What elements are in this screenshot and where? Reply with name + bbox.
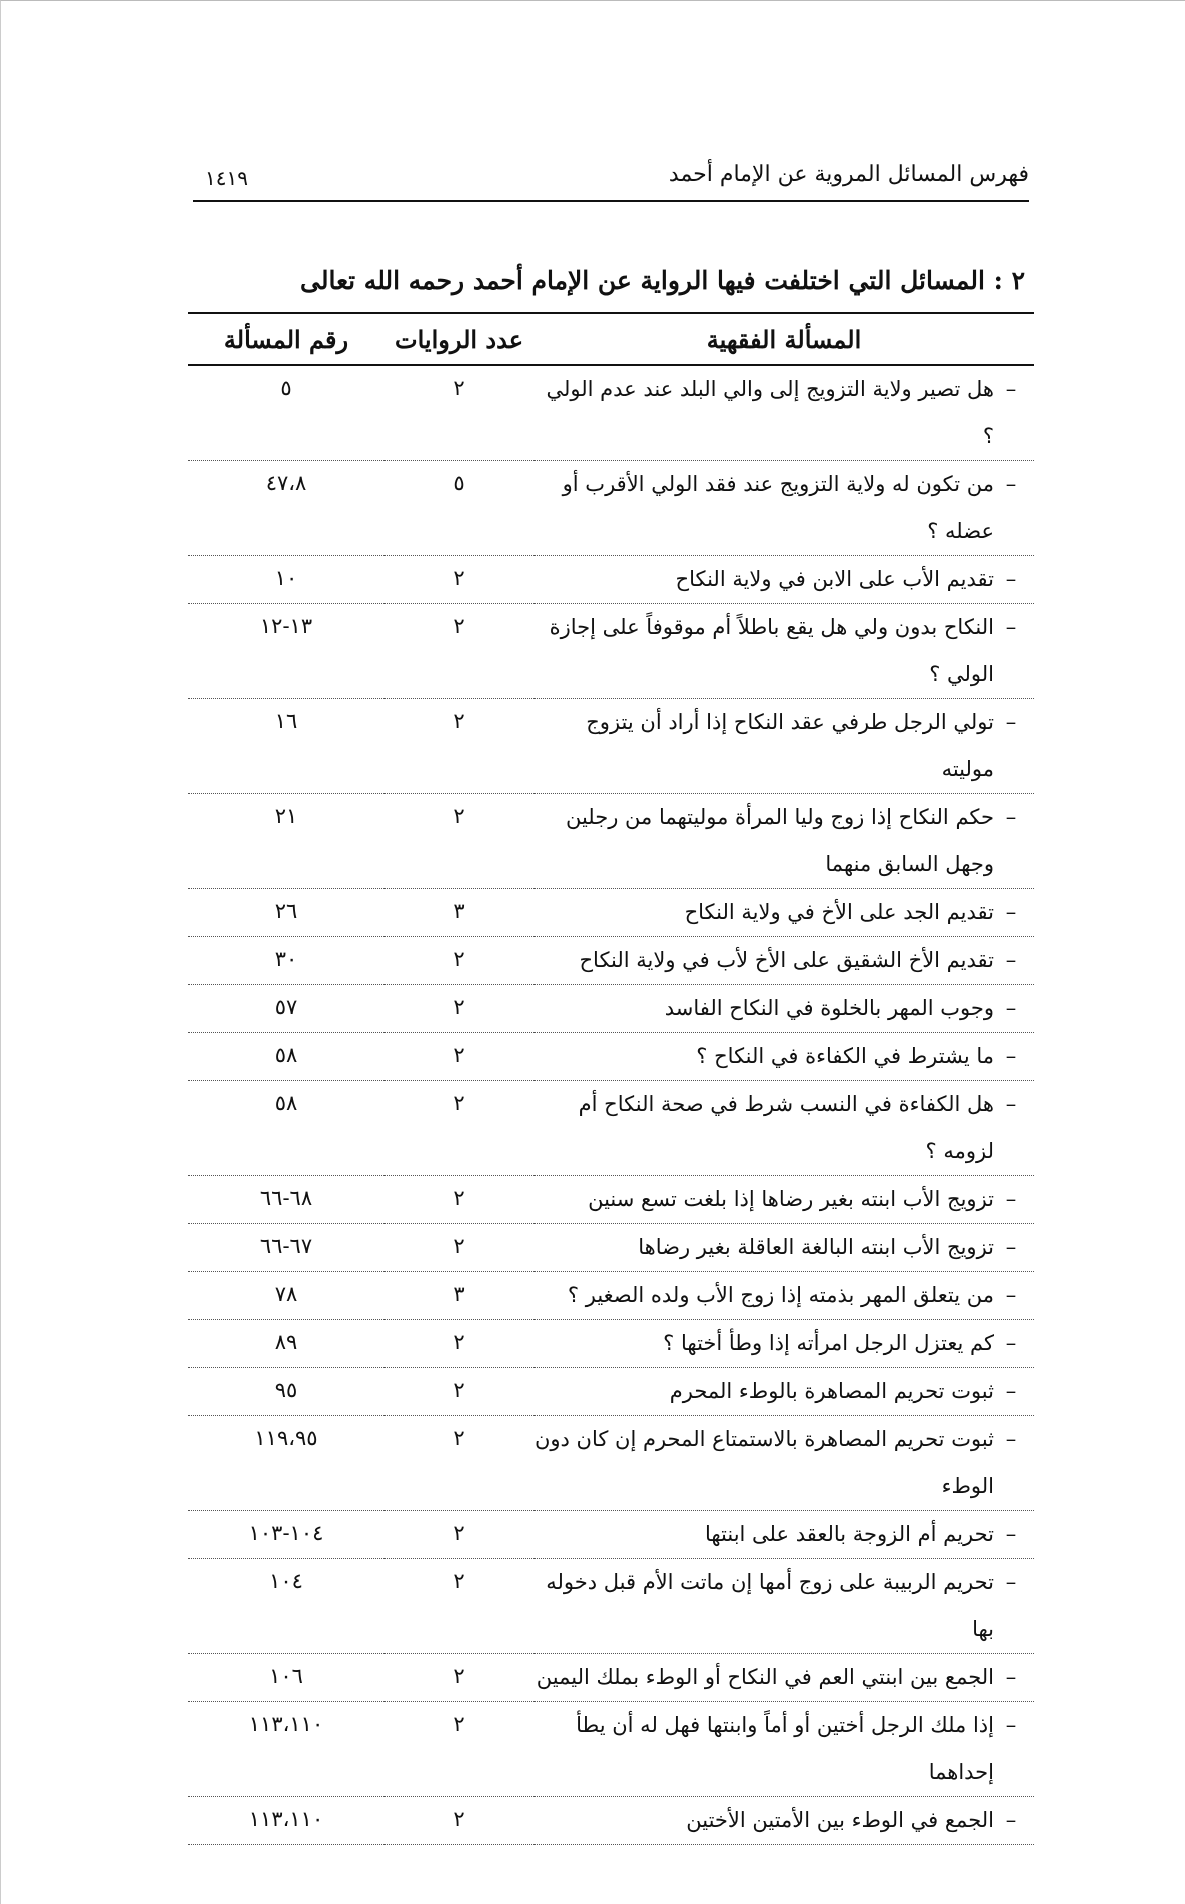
issue-number-cell: ٧٨ [188,1272,384,1320]
issue-number-cell: ٨٩ [188,1320,384,1368]
issue-number-cell: ١٦ [188,699,384,794]
issue-number-cell: ١١٩،٩٥ [188,1416,384,1511]
issue-text: إذا ملك الرجل أختين أو أماً وابنتها فهل له أن يطأ [576,1713,994,1737]
issue-cell [534,1559,1034,1654]
issue-number-cell: ٢٦ [188,889,384,937]
narration-count-cell: ٢ [384,794,534,889]
issue-line [534,1702,1028,1749]
dash-marker: – [1005,615,1017,639]
issue-text: تقديم الجد على الأخ في ولاية النكاح [684,900,994,924]
issue-text: وجوب المهر بالخلوة في النكاح الفاسد [664,996,994,1020]
issue-text: تزويج الأب ابنته بغير رضاها إذا بلغت تسع سنين [588,1187,994,1211]
issue-continuation: إحداهما [928,1760,994,1784]
page-number: ١٤١٩ [205,166,248,190]
issue-line [534,604,1028,651]
table-row [188,461,1034,556]
table-row [188,1320,1034,1368]
narration-count-cell: ٢ [384,1654,534,1702]
narration-count-cell: ٢ [384,699,534,794]
issue-line [534,556,1028,603]
issue-text: كم يعتزل الرجل امرأته إذا وطأ أختها ؟ [663,1331,994,1355]
column-header-count: عدد الروايات [384,313,534,365]
dash-marker: – [1005,1570,1017,1594]
dash-marker: – [1005,900,1017,924]
dash-marker: – [1005,1808,1017,1832]
table-row [188,1416,1034,1511]
dash-marker: – [1005,1665,1017,1689]
running-header [193,160,1029,202]
issue-cell [534,985,1034,1033]
issue-number-cell: ٤٧،٨ [188,461,384,556]
dash-marker: – [1005,1713,1017,1737]
narration-count-cell: ٢ [384,1368,534,1416]
dash-marker: – [1005,1379,1017,1403]
issue-cell [534,1702,1034,1797]
narration-count-cell: ٢ [384,937,534,985]
issue-number-cell: ٦٧-٦٦ [188,1224,384,1272]
issue-number-cell: ٥٨ [188,1081,384,1176]
issue-continuation: الولي ؟ [929,662,994,686]
table-header-row [188,313,1034,365]
column-header-issue: المسألة الفقهية [534,313,1034,365]
issue-line [534,1033,1028,1080]
table-row [188,1224,1034,1272]
table-body [188,365,1034,1845]
issue-line [534,1654,1028,1701]
narration-count-cell: ٢ [384,1559,534,1654]
issue-cell [534,1320,1034,1368]
issue-line [534,1368,1028,1415]
table-row [188,365,1034,461]
narration-count-cell: ٣ [384,889,534,937]
issue-cell [534,1368,1034,1416]
narration-count-cell: ٣ [384,1272,534,1320]
table-row [188,604,1034,699]
narration-count-cell: ٢ [384,1797,534,1845]
issue-cell [534,365,1034,461]
table-row [188,794,1034,889]
issue-text: تولي الرجل طرفي عقد النكاح إذا أراد أن يتزوج موليته [586,710,994,781]
section-title: ٢ : المسائل التي اختلفت فيها الرواية عن الإمام أحمد رحمه الله تعالى [300,266,1025,295]
issue-line [534,889,1028,936]
table-row [188,1368,1034,1416]
issue-text: تحريم الربيبة على زوج أمها إن ماتت الأم قبل دخوله بها [546,1570,994,1641]
issue-number-cell: ٥٨ [188,1033,384,1081]
dash-marker: – [1005,948,1017,972]
header-title: فهرس المسائل المروية عن الإمام أحمد [668,162,1029,187]
dash-marker: – [1005,472,1017,496]
issue-number-cell: ٥ [188,365,384,461]
dash-marker: – [1005,1427,1017,1451]
dash-marker: – [1005,1187,1017,1211]
table-row [188,1702,1034,1797]
issue-line [534,461,1028,508]
table-row [188,1511,1034,1559]
issue-text: النكاح بدون ولي هل يقع باطلاً أم موقوفاً على إجازة [549,615,994,639]
issue-cell [534,889,1034,937]
table-row [188,1081,1034,1176]
issue-continuation: الوطء [941,1474,994,1498]
issue-line [534,1320,1028,1367]
issue-cell [534,1081,1034,1176]
table-row [188,937,1034,985]
issue-number-cell: ١١٣،١١٠ [188,1702,384,1797]
table-row [188,1176,1034,1224]
issue-text: تقديم الأخ الشقيق على الأخ لأب في ولاية النكاح [579,948,994,972]
issue-cell [534,937,1034,985]
issue-cell [534,1033,1034,1081]
dash-marker: – [1005,1235,1017,1259]
table-row [188,985,1034,1033]
issue-cell [534,794,1034,889]
issue-number-cell: ١٠٤-١٠٣ [188,1511,384,1559]
narration-count-cell: ٢ [384,985,534,1033]
narration-count-cell: ٢ [384,556,534,604]
narration-count-cell: ٢ [384,1176,534,1224]
narration-count-cell: ٢ [384,1081,534,1176]
issue-text: ما يشترط في الكفاءة في النكاح ؟ [696,1044,994,1068]
issue-number-cell: ٢١ [188,794,384,889]
issue-text: تزويج الأب ابنته البالغة العاقلة بغير رضاها [638,1235,994,1259]
narration-count-cell: ٢ [384,1416,534,1511]
issue-number-cell: ٣٠ [188,937,384,985]
narration-count-cell: ٥ [384,461,534,556]
issue-text: هل تصير ولاية التزويج إلى والي البلد عند عدم الولي ؟ [546,377,994,448]
table-row [188,1654,1034,1702]
issue-continuation: وجهل السابق منهما [825,852,994,876]
issue-cell [534,1654,1034,1702]
issue-line [534,1272,1028,1319]
table-row [188,1033,1034,1081]
table-row [188,699,1034,794]
dash-marker: – [1005,1044,1017,1068]
issue-text: الجمع بين ابنتي العم في النكاح أو الوطء بملك اليمين [536,1665,994,1689]
issue-line [534,1416,1028,1463]
issue-cell [534,1511,1034,1559]
dash-marker: – [1005,805,1017,829]
issue-line [534,985,1028,1032]
issue-text: ثبوت تحريم المصاهرة بالاستمتاع المحرم إن كان دون [534,1427,994,1451]
dash-marker: – [1005,1331,1017,1355]
issue-number-cell: ٩٥ [188,1368,384,1416]
issue-number-cell: ١١٣،١١٠ [188,1797,384,1845]
dash-marker: – [1005,567,1017,591]
table-row [188,556,1034,604]
issue-line [534,1511,1028,1558]
table-row [188,889,1034,937]
table-row [188,1797,1034,1845]
narration-count-cell: ٢ [384,365,534,461]
issue-number-cell: ٥٧ [188,985,384,1033]
issue-line [534,1176,1028,1223]
narration-count-cell: ٢ [384,1320,534,1368]
issue-cell [534,1797,1034,1845]
table-row [188,1559,1034,1654]
narration-count-cell: ٢ [384,604,534,699]
narration-count-cell: ٢ [384,1511,534,1559]
issue-cell [534,1272,1034,1320]
narration-count-cell: ٢ [384,1702,534,1797]
issue-text: تحريم أم الزوجة بالعقد على ابنتها [704,1522,994,1546]
issue-line [534,794,1028,841]
issue-cell [534,556,1034,604]
issue-number-cell: ٦٨-٦٦ [188,1176,384,1224]
issue-continuation: عضله ؟ [927,519,994,543]
issue-number-cell: ١٣-١٢ [188,604,384,699]
dash-marker: – [1005,377,1017,401]
dash-marker: – [1005,996,1017,1020]
issue-number-cell: ١٠٦ [188,1654,384,1702]
issue-cell [534,604,1034,699]
issue-text: الجمع في الوطء بين الأمتين الأختين [686,1808,994,1832]
dash-marker: – [1005,710,1017,734]
issue-text: تقديم الأب على الابن في ولاية النكاح [675,567,994,591]
issue-text: هل الكفاءة في النسب شرط في صحة النكاح أم لزومه ؟ [578,1092,994,1163]
dash-marker: – [1005,1283,1017,1307]
narration-count-cell: ٢ [384,1033,534,1081]
issue-line [534,699,1028,793]
column-header-ref: رقم المسألة [188,313,384,365]
index-table [188,312,1034,1845]
issue-text: من تكون له ولاية التزويج عند فقد الولي الأقرب أو [562,472,994,496]
dash-marker: – [1005,1522,1017,1546]
issue-line [534,1224,1028,1271]
issue-number-cell: ١٠٤ [188,1559,384,1654]
issue-line [534,366,1028,460]
issue-text: ثبوت تحريم المصاهرة بالوطء المحرم [669,1379,994,1403]
issue-cell [534,1224,1034,1272]
table-row [188,1272,1034,1320]
issue-cell [534,699,1034,794]
issue-line [534,1797,1028,1844]
issue-number-cell: ١٠ [188,556,384,604]
issue-text: حكم النكاح إذا زوج وليا المرأة موليتهما من رجلين [565,805,994,829]
dash-marker: – [1005,1092,1017,1116]
issue-cell [534,461,1034,556]
issue-line [534,1559,1028,1653]
issue-cell [534,1176,1034,1224]
issue-text: من يتعلق المهر بذمته إذا زوج الأب ولده الصغير ؟ [567,1283,994,1307]
issue-line [534,1081,1028,1175]
narration-count-cell: ٢ [384,1224,534,1272]
issue-line [534,937,1028,984]
issue-cell [534,1416,1034,1511]
